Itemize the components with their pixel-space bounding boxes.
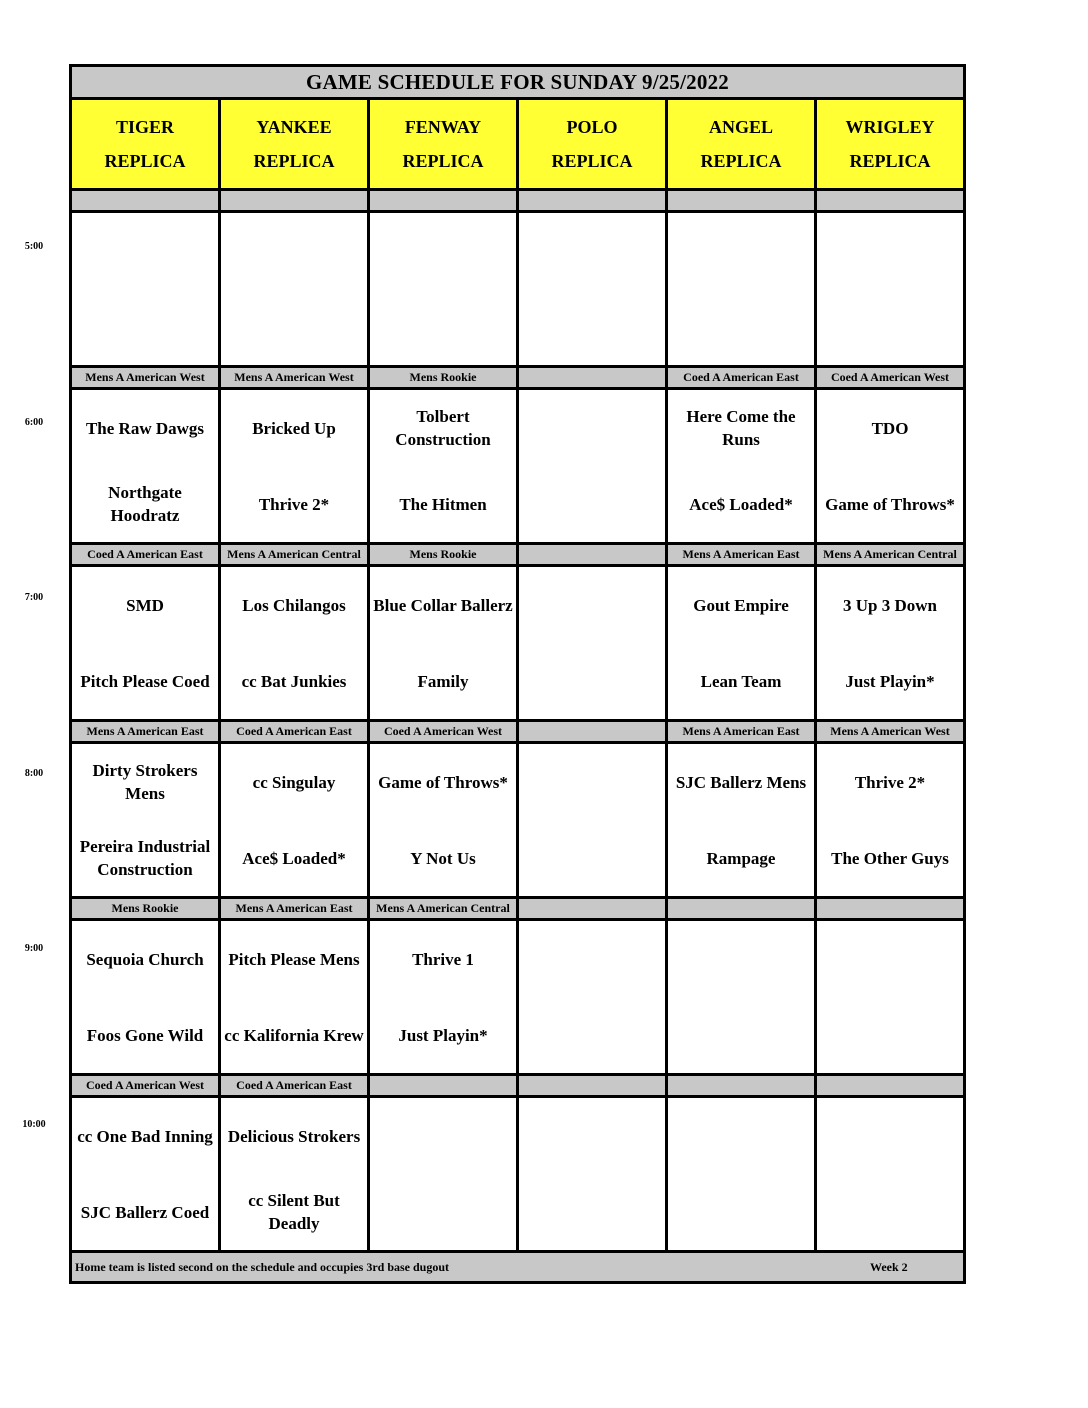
division-label (668, 1076, 817, 1095)
away-team: cc Singulay (252, 772, 336, 792)
game-cell (221, 213, 370, 365)
division-label: Mens Rookie (370, 545, 519, 564)
game-cell (72, 921, 221, 1073)
division-row (72, 191, 963, 213)
home-team (668, 289, 814, 365)
away-team: Game of Throws* (378, 772, 508, 792)
away-team (817, 213, 963, 289)
field-name: POLO (566, 117, 618, 137)
home-team (817, 997, 963, 1073)
game-cell (817, 567, 963, 719)
time-label: 9:00 (24, 943, 44, 954)
division-label: Mens A American East (221, 899, 370, 918)
away-team: Pitch Please Mens (228, 949, 360, 969)
division-row (72, 1076, 963, 1098)
game-cell (519, 744, 668, 896)
division-label: Coed A American West (817, 368, 963, 387)
game-cell (72, 1098, 221, 1250)
field-type: REPLICA (253, 151, 335, 171)
game-cell (370, 390, 519, 542)
home-team (519, 997, 665, 1073)
game-slot-row (72, 567, 963, 722)
away-team (817, 1098, 963, 1174)
game-cell (370, 1098, 519, 1250)
field-type: REPLICA (551, 151, 633, 171)
division-row (72, 899, 963, 921)
division-label (221, 191, 370, 210)
away-team: Dirty Strokers Mens (92, 761, 198, 803)
game-cell (221, 567, 370, 719)
away-team: Sequoia Church (86, 949, 204, 969)
home-team (817, 1174, 963, 1250)
home-team: The Hitmen (399, 494, 487, 514)
home-team: Just Playin* (398, 1025, 488, 1045)
home-team (519, 820, 665, 896)
home-team (668, 1174, 814, 1250)
division-label: Coed A American East (221, 1076, 370, 1095)
division-label (519, 1076, 668, 1095)
game-cell (370, 744, 519, 896)
game-cell (519, 567, 668, 719)
home-team (221, 289, 367, 365)
home-team: Thrive 2* (258, 494, 330, 514)
home-team: SJC Ballerz Coed (80, 1202, 210, 1222)
field-name: ANGEL (708, 117, 773, 137)
field-type: REPLICA (849, 151, 931, 171)
home-team (370, 289, 516, 365)
division-label: Coed A American West (370, 722, 519, 741)
division-label (519, 722, 668, 741)
game-slot-row (72, 744, 963, 899)
division-label (519, 368, 668, 387)
game-cell (817, 744, 963, 896)
division-label (668, 899, 817, 918)
time-label: 6:00 (24, 416, 44, 428)
division-label: Coed A American East (72, 545, 221, 564)
away-team (370, 1098, 516, 1174)
home-team (519, 466, 665, 542)
division-row (72, 368, 963, 390)
field-header-row (72, 100, 963, 191)
division-label (817, 899, 963, 918)
schedule-title: GAME SCHEDULE FOR SUNDAY 9/25/2022 (72, 67, 963, 100)
time-label: 5:00 (24, 241, 44, 252)
home-team (519, 289, 665, 365)
time-label: 10:00 (22, 1118, 46, 1130)
division-label: Mens A American East (72, 722, 221, 741)
division-label: Mens Rookie (72, 899, 221, 918)
game-cell (668, 390, 817, 542)
game-cell (519, 390, 668, 542)
time-label: 8:00 (24, 767, 44, 779)
home-team: Just Playin* (845, 671, 935, 691)
division-label (817, 191, 963, 210)
home-team: cc Bat Junkies (241, 671, 347, 691)
away-team (817, 921, 963, 997)
game-slot-row (72, 213, 963, 368)
away-team: Los Chilangos (242, 595, 346, 615)
away-team: SMD (126, 595, 164, 615)
game-cell (668, 744, 817, 896)
field-type: REPLICA (700, 151, 782, 171)
away-team (668, 213, 814, 289)
home-team (519, 1174, 665, 1250)
away-team: Bricked Up (252, 418, 336, 438)
division-label (370, 1076, 519, 1095)
division-label: Mens A American West (72, 368, 221, 387)
away-team (668, 1098, 814, 1174)
division-label (519, 899, 668, 918)
away-team: Thrive 1 (412, 949, 474, 969)
home-team: cc Silent But Deadly (248, 1191, 340, 1233)
home-team: Foos Gone Wild (86, 1025, 204, 1045)
game-cell (817, 213, 963, 365)
game-cell (370, 213, 519, 365)
field-name: WRIGLEY (845, 117, 935, 137)
game-cell (221, 744, 370, 896)
home-team: Rampage (706, 848, 776, 868)
game-cell (817, 921, 963, 1073)
game-cell (72, 213, 221, 365)
away-team: The Raw Dawgs (85, 418, 205, 438)
away-team (519, 390, 665, 466)
game-cell (72, 567, 221, 719)
game-cell (817, 390, 963, 542)
game-cell (668, 213, 817, 365)
division-label: Coed A American East (668, 368, 817, 387)
away-team (221, 213, 367, 289)
division-label: Mens A American Central (817, 545, 963, 564)
field-header-angel (668, 100, 817, 188)
home-team (817, 289, 963, 365)
home-team (72, 289, 218, 365)
away-team: Gout Empire (693, 595, 789, 615)
division-label: Coed A American East (221, 722, 370, 741)
field-name: TIGER (115, 117, 175, 137)
field-name: YANKEE (256, 117, 332, 137)
home-team (370, 1174, 516, 1250)
away-team: 3 Up 3 Down (843, 595, 937, 615)
home-team: Ace$ Loaded* (242, 848, 346, 868)
division-label: Coed A American West (72, 1076, 221, 1095)
division-label (72, 191, 221, 210)
game-cell (370, 921, 519, 1073)
away-team: cc One Bad Inning (77, 1126, 213, 1146)
field-header-fenway (370, 100, 519, 188)
division-label (370, 191, 519, 210)
away-team (519, 213, 665, 289)
away-team: TDO (871, 418, 909, 438)
home-team: Family (417, 671, 469, 691)
home-team: Lean Team (700, 671, 782, 691)
game-slot-row (72, 1098, 963, 1253)
division-row (72, 545, 963, 567)
away-team (519, 744, 665, 820)
home-team: Pitch Please Coed (80, 671, 210, 691)
game-cell (72, 390, 221, 542)
game-cell (668, 567, 817, 719)
division-label: Mens A American Central (370, 899, 519, 918)
game-cell (817, 1098, 963, 1250)
home-team: Game of Throws* (825, 494, 955, 514)
field-header-yankee (221, 100, 370, 188)
game-slot-row (72, 921, 963, 1076)
game-cell (519, 1098, 668, 1250)
game-cell (370, 567, 519, 719)
game-cell (72, 744, 221, 896)
home-team: The Other Guys (831, 848, 949, 868)
division-row (72, 722, 963, 744)
game-cell (519, 213, 668, 365)
division-label: Mens A American West (221, 368, 370, 387)
field-name: FENWAY (404, 117, 482, 137)
game-cell (221, 390, 370, 542)
home-team (668, 997, 814, 1073)
away-team: Tolbert Construction (395, 407, 491, 449)
game-cell (668, 1098, 817, 1250)
time-label: 7:00 (24, 592, 44, 603)
home-team: Northgate Hoodratz (108, 483, 182, 525)
division-label: Mens A American Central (221, 545, 370, 564)
away-team: Here Come the Runs (686, 407, 796, 449)
division-label (519, 545, 668, 564)
home-team: cc Kalifornia Krew (224, 1025, 364, 1045)
home-team-note: Home team is listed second on the schedule and occupies 3rd base dugout (75, 1259, 450, 1274)
away-team: SJC Ballerz Mens (675, 772, 807, 792)
home-team: Y Not Us (410, 848, 476, 868)
field-header-tiger (72, 100, 221, 188)
away-team (72, 213, 218, 289)
division-label (519, 191, 668, 210)
schedule-sheet (69, 64, 966, 1284)
time-slots (72, 191, 963, 1253)
division-label: Mens A American East (668, 722, 817, 741)
division-label (817, 1076, 963, 1095)
away-team (370, 213, 516, 289)
field-type: REPLICA (402, 151, 484, 171)
week-label: Week 2 (870, 1259, 908, 1274)
field-header-polo (519, 100, 668, 188)
home-team (519, 643, 665, 719)
away-team (519, 921, 665, 997)
game-slot-row (72, 390, 963, 545)
away-team: Blue Collar Ballerz (373, 595, 513, 615)
home-team: Pereira Industrial Construction (79, 837, 211, 879)
field-type: REPLICA (104, 151, 186, 171)
home-team: Ace$ Loaded* (689, 494, 793, 514)
division-label: Mens Rookie (370, 368, 519, 387)
game-cell (221, 1098, 370, 1250)
division-label (668, 191, 817, 210)
away-team (519, 1098, 665, 1174)
game-cell (519, 921, 668, 1073)
game-cell (221, 921, 370, 1073)
division-label: Mens A American East (668, 545, 817, 564)
away-team: Delicious Strokers (227, 1126, 361, 1146)
schedule-footer (72, 1253, 963, 1281)
away-team (519, 567, 665, 643)
away-team: Thrive 2* (854, 772, 926, 792)
away-team (668, 921, 814, 997)
field-header-wrigley (817, 100, 963, 188)
game-cell (668, 921, 817, 1073)
division-label: Mens A American West (817, 722, 963, 741)
